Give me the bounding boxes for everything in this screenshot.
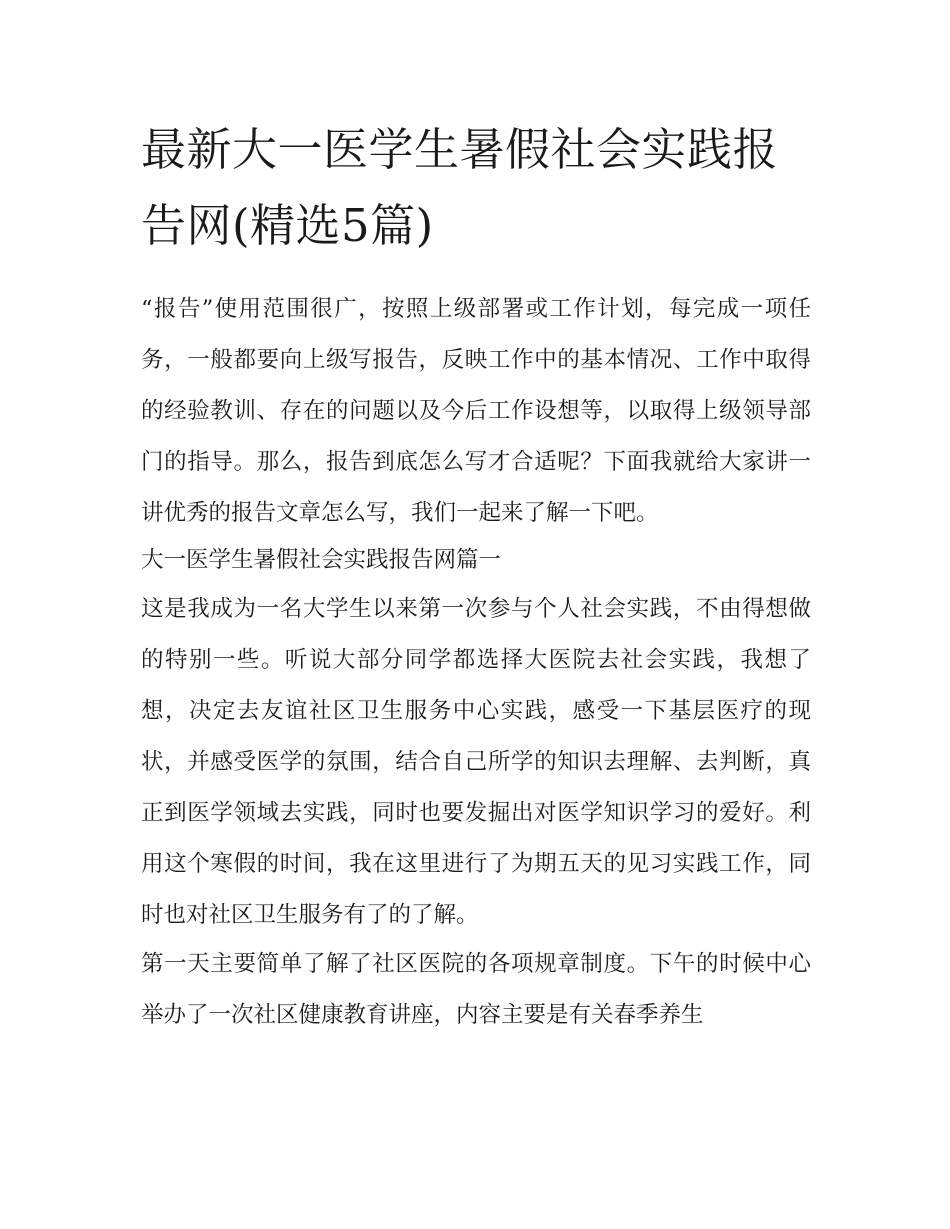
body-paragraph: 这是我成为一名大学生以来第一次参与个人社会实践，不由得想做的特别一些。听说大部分同学都选择大医院去社会实践，我想了想，决定去友谊社区卫生服务中心实践，感受一下基层医疗的现状，并感受医学的氛围，结合自己所学的知识去理解、去判断，真正到医学领域去实践，同时也要发掘出对医学知识学习的爱好。利用这个寒假的时间，我在这里进行了为期五天的见习实践工作，同时也对社区卫生服务有了的了解。 (141, 596, 811, 928)
section-heading: 大一医学生暑假社会实践报告网篇一 (141, 547, 502, 573)
intro-paragraph: “报告”使用范围很广，按照上级部署或工作计划，每完成一项任务，一般都要向上级写报告，反映工作中的基本情况、工作中取得的经验教训、存在的问题以及今后工作设想等，以取得上级领导部门的指导。那么，报告到底怎么写才合适呢？下面我就给大家讲一讲优秀的报告文章怎么写，我们一起来了解一下吧。 (141, 296, 811, 526)
body-paragraph: 第一天主要简单了解了社区医院的各项规章制度。下午的时候中心举办了一次社区健康教育讲座，内容主要是有关春季养生 (141, 951, 811, 1028)
document-content (141, 112, 811, 1041)
document-title: 最新大一医学生暑假社会实践报告网(精选5篇) (141, 123, 779, 252)
